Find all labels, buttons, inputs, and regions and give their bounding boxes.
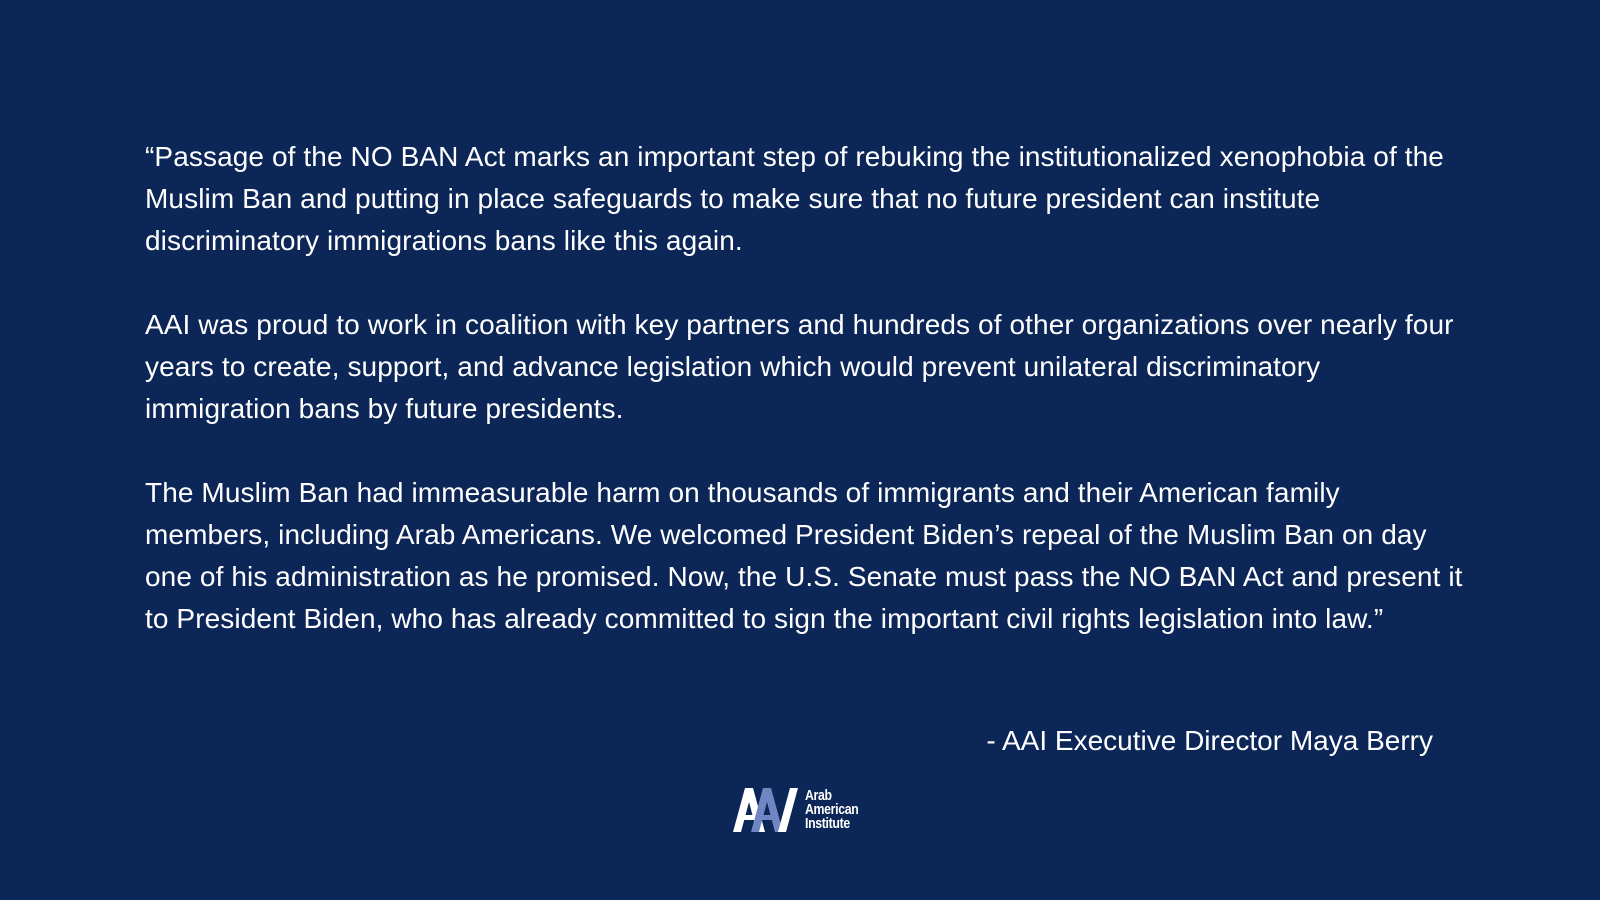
aai-logo-icon: [733, 787, 803, 833]
arab-american-institute-logo: [733, 786, 870, 834]
quote-paragraph-1: “Passage of the NO BAN Act marks an important step of rebuking the institutionalized xenophobia of the Muslim Ban and putting in place safeguards to make sure that no future president can institute discriminatory immigrations bans like this again.: [145, 141, 1444, 256]
quote-paragraph-2: AAI was proud to work in coalition with key partners and hundreds of other organizations over nearly four years to create, support, and advance legislation which would prevent unilateral discriminatory immigration bans by future presidents.: [145, 309, 1454, 424]
logo-wordmark: [805, 789, 870, 831]
logo-line-american: American: [805, 801, 859, 818]
quote-body: [145, 136, 1465, 640]
quote-attribution: - AAI Executive Director Maya Berry: [986, 725, 1433, 756]
logo-line-arab: Arab: [805, 787, 832, 804]
logo-line-institute: Institute: [805, 815, 850, 832]
quote-paragraph-3: The Muslim Ban had immeasurable harm on thousands of immigrants and their American family members, including Arab Americans. We welcomed President Biden’s repeal of the Muslim Ban on day one of his administration as he promised. Now, the U.S. Senate must pass the NO BAN Act and present it to President Biden, who has already committed to sign the important civil rights legislation into law.”: [145, 477, 1463, 634]
